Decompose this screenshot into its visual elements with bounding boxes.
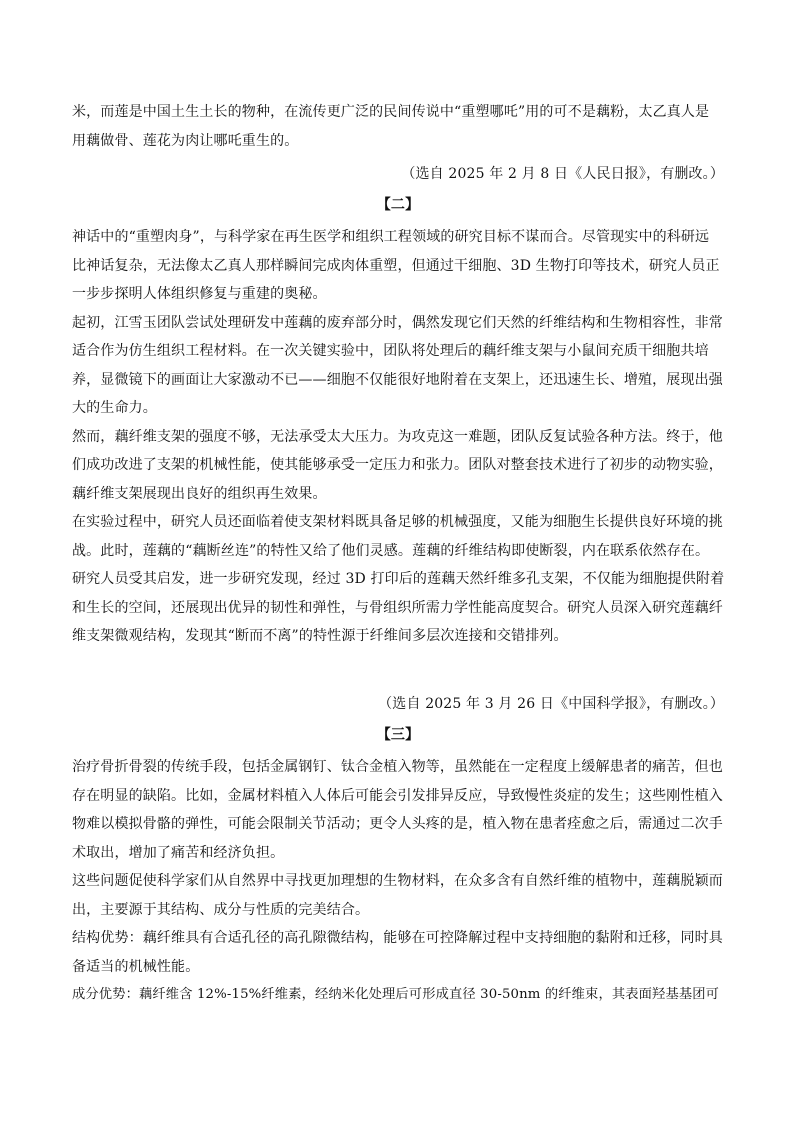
body-line: 养，显微镜下的画面让大家激动不已——细胞不仅能很好地附着在支架上，还迅速生长、增殖，展现出强	[72, 371, 723, 388]
body-line: 然而，藕纤维支架的强度不够，无法承受太大压力。为攻克这一难题，团队反复试验各种方法。终于，他	[72, 428, 723, 445]
section-3-body	[72, 753, 724, 1010]
source-citation: （选自 2025 年 3 月 26 日《中国科学报》，有删改。）	[378, 696, 724, 712]
body-line: 维支架微观结构，发现其“断而不离”的特性源于纤维间多层次连接和交错排列。	[72, 628, 568, 644]
section-heading: 【二】	[376, 197, 420, 213]
body-line: 存在明显的缺陷。比如，金属材料植入人体后可能会引发排异反应，导致慢性炎症的发生；这些刚性植入	[72, 787, 723, 804]
body-line: 这些问题促使科学家们从自然界中寻找更加理想的生物材料，在众多含有自然纤维的植物中，莲藕脱颖而	[72, 873, 723, 889]
section-2-body	[72, 223, 724, 651]
section-1-body	[72, 98, 724, 155]
body-line: 和生长的空间，还展现出优异的韧性和弹性，与骨组织所需力学性能高度契合。研究人员深入研究莲藕纤	[72, 599, 723, 616]
body-line: 们成功改进了支架的机械性能，使其能够承受一定压力和张力。团队对整套技术进行了初步的动物实验，	[72, 457, 723, 473]
body-line: 术取出，增加了痛苦和经济负担。	[72, 844, 285, 861]
body-line: 在实验过程中，研究人员还面临着使支架材料既具备足够的机械强度，又能为细胞生长提供良好环境的挑	[72, 514, 723, 530]
section-heading: 【三】	[376, 727, 420, 743]
body-line: 治疗骨折骨裂的传统手段，包括金属钢钉、钛合金植入物等，虽然能在一定程度上缓解患者的痛苦，但也	[72, 759, 723, 775]
body-line: 适合作为仿生组织工程材料。在一次关键实验中，团队将处理后的藕纤维支架与小鼠间充质干细胞共培	[72, 343, 709, 359]
body-line: 结构优势：藕纤维具有合适孔径的高孔隙微结构，能够在可控降解过程中支持细胞的黏附和迁移，同时具	[72, 930, 723, 946]
body-line: 藕纤维支架展现出良好的组织再生效果。	[72, 485, 327, 502]
body-line: 用藕做骨、莲花为肉让哪吒重生的。	[72, 132, 299, 149]
body-line: 一步步探明人体组织修复与重建的奥秘。	[72, 286, 327, 302]
body-line: 备适当的机械性能。	[72, 958, 200, 975]
body-line: 成分优势：藕纤维含 12%-15%纤维素，经纳米化处理后可形成直径 30-50nm 的纤维束，其表面羟基基团可	[72, 987, 720, 1002]
body-line: 大的生命力。	[72, 400, 157, 416]
body-line: 战。此时，莲藕的“藕断丝连”的特性又给了他们灵感。莲藕的纤维结构即使断裂，内在联系依然存在。	[72, 542, 710, 559]
body-line: 起初，江雪玉团队尝试处理研发中莲藕的废弃部分时，偶然发现它们天然的纤维结构和生物相容性，非常	[72, 314, 723, 331]
source-citation: （选自 2025 年 2 月 8 日《人民日报》，有删改。）	[401, 166, 724, 182]
body-line: 研究人员受其启发，进一步研究发现，经过 3D 打印后的莲藕天然纤维多孔支架，不仅能为细胞提供附着	[72, 571, 725, 587]
body-line: 米，而莲是中国土生土长的物种，在流传更广泛的民间传说中“重塑哪吒”用的可不是藕粉，太乙真人是	[72, 104, 710, 120]
body-line: 出，主要源于其结构、成分与性质的完美结合。	[72, 901, 370, 918]
body-line: 物难以模拟骨骼的弹性，可能会限制关节活动；更令人头疼的是，植入物在患者痊愈之后，需通过二次手	[72, 816, 723, 832]
body-line: 神话中的“重塑肉身”，与科学家在再生医学和组织工程领域的研究目标不谋而合。尽管现实中的科研远	[72, 229, 710, 245]
body-line: 比神话复杂，无法像太乙真人那样瞬间完成肉体重塑，但通过干细胞、3D 生物打印等技术，研究人员正	[72, 257, 720, 274]
